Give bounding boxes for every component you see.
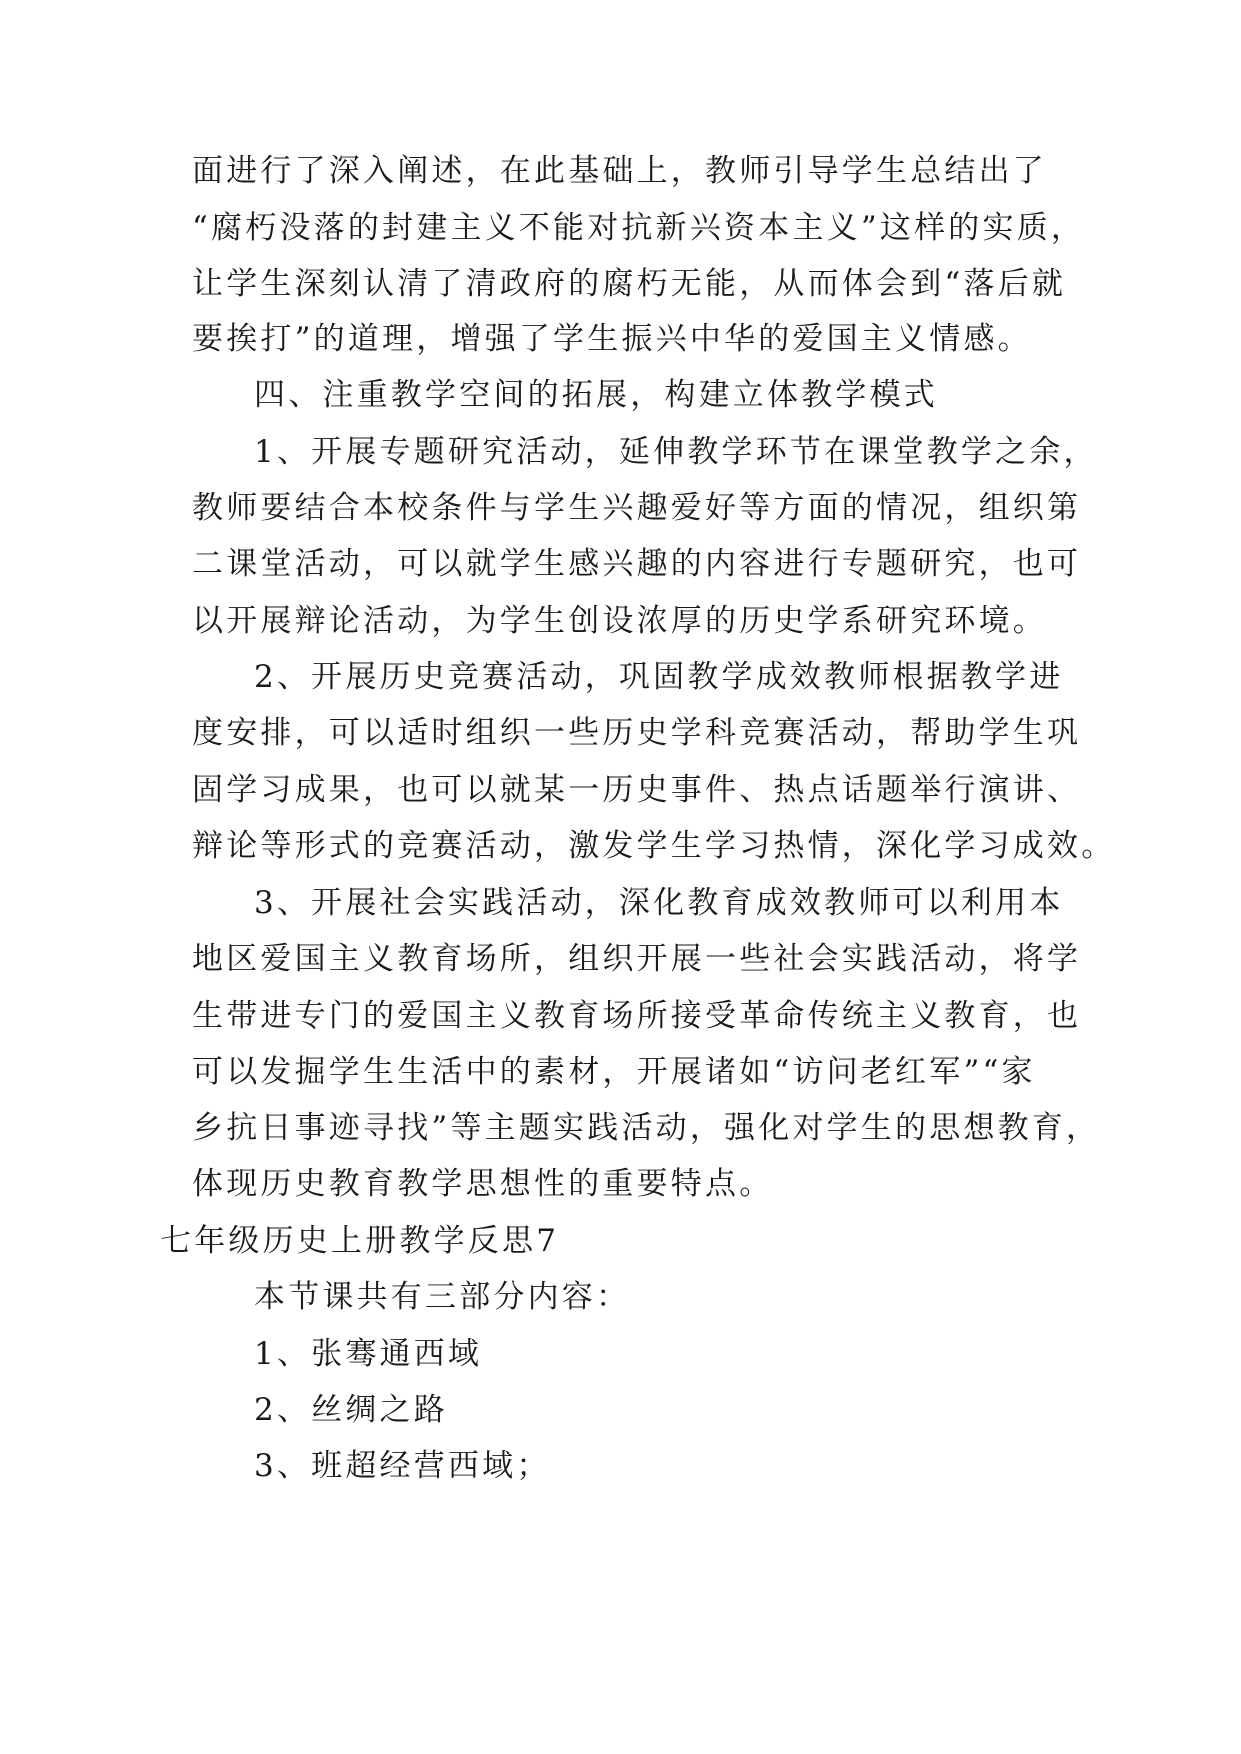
paragraph-line: “腐朽没落的封建主义不能对抗新兴资本主义”这样的实质， [192, 210, 1086, 246]
paragraph-line: 辩论等形式的竞赛活动，激发学生学习热情，深化学习成效。 [192, 828, 1116, 864]
list-item: 2、丝绸之路 [254, 1392, 448, 1428]
section-heading: 四、注重教学空间的拓展，构建立体教学模式 [254, 377, 938, 413]
paragraph-line: 以开展辩论活动，为学生创设浓厚的历史学系研究环境。 [192, 603, 1047, 639]
article-title: 七年级历史上册教学反思7 [160, 1223, 560, 1259]
paragraph-line: 让学生深刻认清了清政府的腐朽无能，从而体会到“落后就 [192, 266, 1067, 302]
paragraph-line: 度安排，可以适时组织一些历史学科竞赛活动，帮助学生巩 [192, 715, 1082, 751]
list-item: 1、张骞通西域 [254, 1336, 483, 1372]
paragraph-line: 本节课共有三部分内容： [254, 1279, 631, 1315]
paragraph-line: 固学习成果，也可以就某一历史事件、热点话题举行演讲、 [192, 772, 1082, 808]
paragraph-line: 1、开展专题研究活动，延伸教学环节在课堂教学之余， [254, 434, 1098, 470]
paragraph-line: 要挨打”的道理，增强了学生振兴中华的爱国主义情感。 [192, 321, 1032, 357]
paragraph-line: 体现历史教育教学思想性的重要特点。 [192, 1166, 774, 1202]
paragraph-line: 2、开展历史竞赛活动，巩固教学成效教师根据教学进 [254, 659, 1064, 695]
paragraph-line: 生带进专门的爱国主义教育场所接受革命传统主义教育，也 [192, 998, 1082, 1034]
paragraph-line: 面进行了深入阐述，在此基础上，教师引导学生总结出了 [192, 153, 1047, 189]
paragraph-line: 3、开展社会实践活动，深化教育成效教师可以利用本 [254, 885, 1064, 921]
paragraph-line: 教师要结合本校条件与学生兴趣爱好等方面的情况，组织第 [192, 490, 1082, 526]
paragraph-line: 可以发掘学生生活中的素材，开展诸如“访问老红军”“家 [192, 1054, 1036, 1090]
list-item: 3、班超经营西域； [254, 1448, 551, 1484]
paragraph-line: 地区爱国主义教育场所，组织开展一些社会实践活动，将学 [192, 941, 1082, 977]
paragraph-line: 二课堂活动，可以就学生感兴趣的内容进行专题研究，也可 [192, 546, 1082, 582]
paragraph-line: 乡抗日事迹寻找”等主题实践活动，强化对学生的思想教育， [192, 1110, 1101, 1146]
